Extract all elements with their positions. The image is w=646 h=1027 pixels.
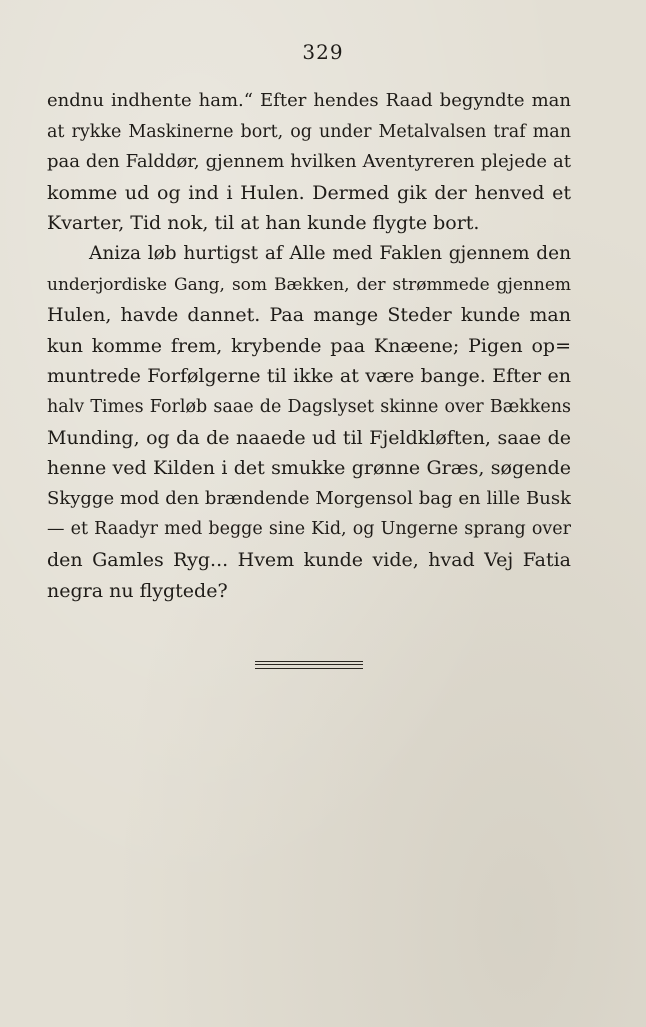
- text-line: den Gamles Ryg... Hvem kunde vide, hvad Vej Fatia: [47, 548, 571, 571]
- text-line: Munding, og da de naaede ud til Fjeldkløften, saae de: [47, 426, 571, 449]
- text-line: halv Times Forløb saae de Dagslyset skinne over Bækkens: [47, 396, 571, 417]
- text-line: muntrede Forfølgerne til ikke at være bange. Efter en: [47, 365, 571, 388]
- text-line: Aniza løb hurtigst af Alle med Faklen gjennem den: [89, 242, 571, 264]
- text-line: Hulen, havde dannet. Paa mange Steder kunde man: [47, 304, 571, 327]
- body-text: [47, 86, 571, 606]
- text-line: underjordiske Gang, som Bækken, der strømmede gjennem: [47, 274, 571, 295]
- text-line: negra nu flygtede?: [47, 579, 228, 602]
- text-line: Skygge mod den brændende Morgensol bag en lille Busk: [47, 487, 571, 509]
- page-number: 329: [302, 40, 344, 64]
- text-line: at rykke Maskinerne bort, og under Metalvalsen traf man: [47, 121, 571, 142]
- text-line: kun komme frem, krybende paa Knæene; Pigen op=: [47, 334, 571, 357]
- text-line: Kvarter, Tid nok, til at han kunde flygte bort.: [47, 212, 480, 235]
- text-line: — et Raadyr med begge sine Kid, og Ungerne sprang over: [47, 519, 571, 540]
- text-line: paa den Falddør, gjennem hvilken Aventyreren plejede at: [47, 151, 571, 173]
- section-divider: [255, 661, 363, 669]
- text-line: endnu indhente ham.“ Efter hendes Raad begyndte man: [47, 90, 571, 111]
- text-line: komme ud og ind i Hulen. Dermed gik der henved et: [47, 181, 571, 204]
- text-line: henne ved Kilden i det smukke grønne Græs, søgende: [47, 457, 571, 480]
